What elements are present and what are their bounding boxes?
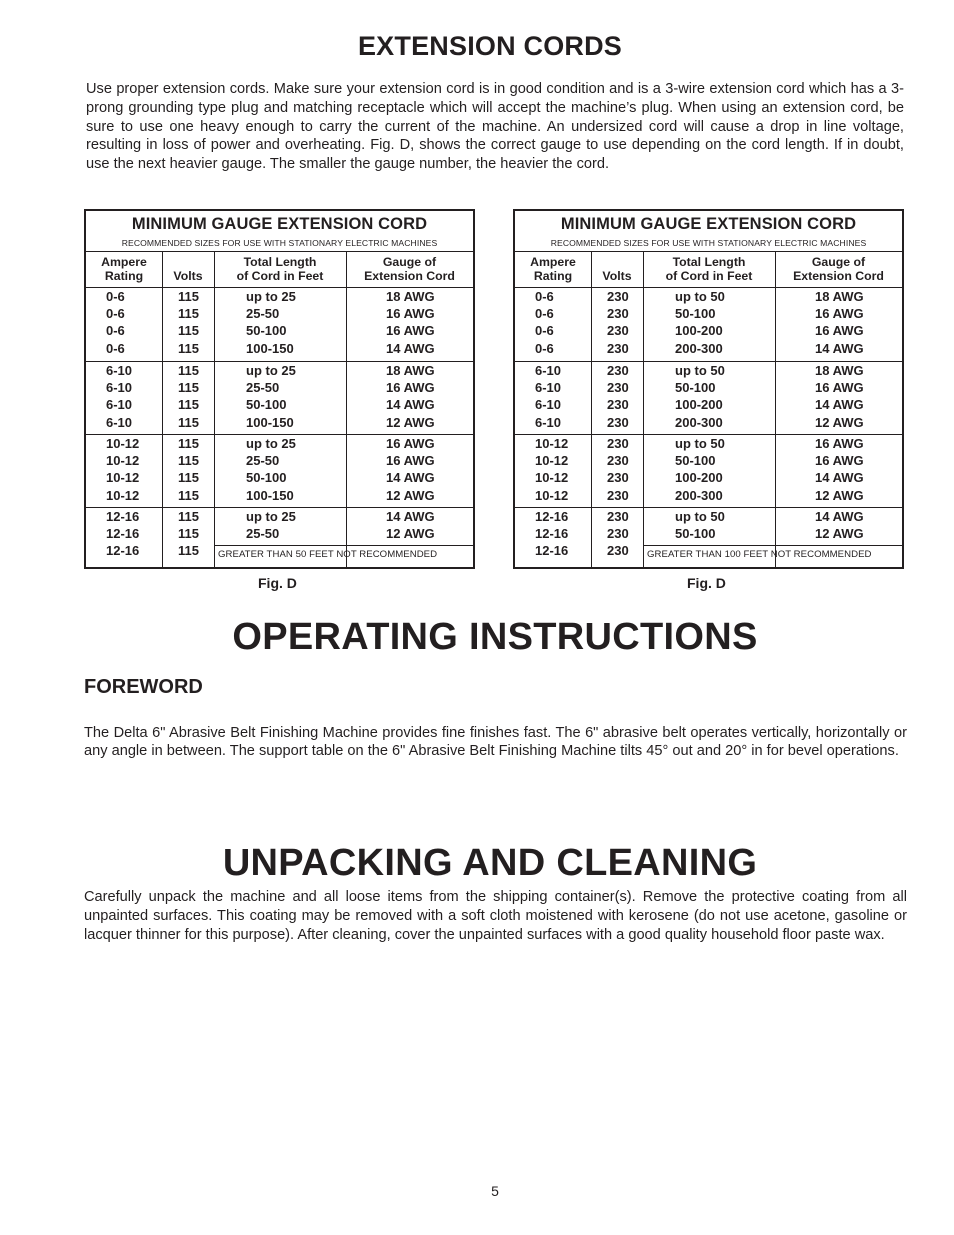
table-cell-length: up to 50 — [675, 289, 725, 304]
table-note: GREATER THAN 50 FEET NOT RECOMMENDED — [218, 549, 438, 560]
table-cell-length: 100-150 — [246, 487, 294, 503]
table-cell-length: 100-200 — [675, 323, 723, 339]
table-cell-volts: 230 — [607, 543, 629, 559]
table-cell-gauge: 14 AWG — [386, 509, 435, 524]
table-cell-ampere: 6-10 — [535, 414, 562, 430]
foreword-text: The Delta 6" Abrasive Belt Finishing Machine provides fine finishes fast. The 6" abrasive belt operates vertically, horizontally or any angle in between. The support table on the 6" Abrasive Belt Finishing Machine tilts 45° out and 20° in for bevel operations. — [84, 725, 907, 759]
table-cell-length: 50-100 — [246, 397, 287, 413]
table-cell-gauge: 16 AWG — [815, 453, 864, 469]
unpacking-text: Carefully unpack the machine and all loose items from the shipping container(s). Remove the protective coating from all unpainted surfaces. This coating may be removed with a soft cloth moistened with kerosene (do not use acetone, gasoline or lacquer thinner for this purpose). After cleaning, cover the unpainted surfaces with a good quality household floor paste wax. — [84, 889, 907, 943]
table-cell-length: 200-300 — [675, 340, 723, 356]
table-cell-ampere: 12-16 — [535, 543, 569, 559]
table-cell-length: 100-200 — [675, 470, 723, 486]
table-cell-gauge: 12 AWG — [386, 526, 435, 542]
extension-cords-intro: Use proper extension cords. Make sure your extension cord is in good condition and is a 3-wire extension cord which has a 3-prong grounding type plug and matching receptacle which will accept the machine’s plug. When using an extension cord, be sure to use one heavy enough to carry the current of the machine. An undersized cord will cause a drop in line voltage, resulting in loss of power and overheating. Fig. D, shows the correct gauge to use depending on the cord length. If in doubt, use the next heavier gauge. The smaller the gauge number, the heavier the cord. — [86, 81, 904, 173]
table-cell-ampere: 10-12 — [535, 453, 569, 469]
table-cell-gauge: 14 AWG — [386, 340, 435, 356]
table-cell-length: 200-300 — [675, 487, 723, 503]
table-cell-gauge: 14 AWG — [815, 470, 864, 486]
table-cell-ampere: 6-10 — [106, 397, 133, 413]
table-rule — [346, 251, 347, 567]
table-cell-gauge: 16 AWG — [386, 380, 435, 396]
table-cell-ampere: 0-6 — [535, 323, 554, 339]
table-cell-length: up to 25 — [246, 363, 296, 378]
table-cell-ampere: 12-16 — [535, 526, 569, 542]
table-cell-gauge: 12 AWG — [815, 414, 864, 430]
table-title: MINIMUM GAUGE EXTENSION CORD — [131, 215, 428, 233]
table-cell-ampere: 6-10 — [535, 363, 562, 378]
extension-cords-heading: EXTENSION CORDS — [357, 31, 623, 61]
table-cell-ampere: 6-10 — [535, 380, 562, 396]
table-cell-ampere: 0-6 — [535, 289, 554, 304]
table-rule — [643, 251, 644, 567]
table-subtitle: RECOMMENDED SIZES FOR USE WITH STATIONARY ELECTRIC MACHINES — [121, 238, 438, 248]
table-cell-gauge: 18 AWG — [386, 289, 435, 304]
table-cell-gauge: 14 AWG — [386, 397, 435, 413]
table-cell-volts: 230 — [607, 340, 629, 356]
table-cell-volts: 115 — [178, 380, 199, 396]
table-cell-ampere: 10-12 — [106, 436, 140, 451]
table-cell-ampere: 6-10 — [535, 397, 562, 413]
table-cell-gauge: 16 AWG — [815, 306, 864, 322]
table-cell-gauge: 14 AWG — [386, 470, 435, 486]
table-cell-ampere: 0-6 — [535, 306, 554, 322]
table-cell-ampere: 10-12 — [535, 436, 569, 451]
table-cell-length: 50-100 — [246, 470, 287, 486]
table-cell-ampere: 12-16 — [106, 509, 140, 524]
table-cell-gauge: 18 AWG — [386, 363, 435, 378]
table-cell-volts: 230 — [607, 526, 629, 542]
table-rule — [214, 545, 473, 546]
table-cell-volts: 115 — [178, 289, 199, 304]
table-cell-volts: 115 — [178, 414, 199, 430]
table-cell-volts: 115 — [178, 397, 199, 413]
table-cell-gauge: 16 AWG — [815, 323, 864, 339]
table-cell-volts: 115 — [178, 543, 199, 559]
table-cell-length: 50-100 — [675, 453, 716, 469]
table-cell-volts: 115 — [178, 487, 199, 503]
table-cell-volts: 230 — [607, 453, 629, 469]
table-cell-ampere: 0-6 — [106, 340, 125, 356]
table-cell-ampere: 12-16 — [535, 509, 569, 524]
table-cell-ampere: 12-16 — [106, 543, 140, 559]
table-cell-length: 50-100 — [675, 306, 716, 322]
table-cell-gauge: 16 AWG — [386, 306, 435, 322]
table-cell-length: 100-200 — [675, 397, 723, 413]
table-cell-gauge: 14 AWG — [815, 340, 864, 356]
table-cell-length: 25-50 — [246, 380, 280, 396]
column-header: Gauge of Extension Cord — [364, 255, 455, 283]
column-header: Ampere Rating — [101, 255, 147, 283]
table-cell-length: up to 25 — [246, 509, 296, 524]
table-cell-gauge: 16 AWG — [386, 436, 435, 451]
table-cell-volts: 230 — [607, 414, 629, 430]
column-header: Total Length of Cord in Feet — [665, 255, 753, 283]
table-cell-ampere: 10-12 — [106, 470, 140, 486]
table-cell-ampere: 0-6 — [106, 289, 125, 304]
table-cell-length: up to 50 — [675, 436, 725, 451]
operating-instructions-heading: OPERATING INSTRUCTIONS — [232, 616, 758, 658]
table-cell-volts: 115 — [178, 363, 199, 378]
table-cell-ampere: 6-10 — [106, 363, 133, 378]
table-cell-ampere: 10-12 — [106, 487, 140, 503]
figure-label: Fig. D — [687, 575, 726, 591]
table-cell-volts: 230 — [607, 397, 629, 413]
table-cell-volts: 230 — [607, 487, 629, 503]
column-header: Total Length of Cord in Feet — [236, 255, 324, 283]
table-cell-volts: 230 — [607, 306, 629, 322]
table-cell-gauge: 16 AWG — [815, 380, 864, 396]
table-cell-gauge: 12 AWG — [386, 414, 435, 430]
table-cell-gauge: 16 AWG — [386, 323, 435, 339]
table-cell-volts: 115 — [178, 436, 199, 451]
table-cell-volts: 230 — [607, 289, 629, 304]
column-header: Volts — [602, 269, 632, 283]
table-cell-volts: 230 — [607, 470, 629, 486]
table-cell-gauge: 18 AWG — [815, 289, 864, 304]
table-cell-gauge: 12 AWG — [815, 526, 864, 542]
table-rule — [643, 545, 902, 546]
table-cell-volts: 115 — [178, 470, 199, 486]
table-rule — [214, 251, 215, 567]
table-cell-gauge: 16 AWG — [386, 453, 435, 469]
table-cell-length: 25-50 — [246, 306, 280, 322]
column-header: Volts — [173, 269, 203, 283]
table-cell-length: 100-150 — [246, 414, 294, 430]
table-cell-gauge: 18 AWG — [815, 363, 864, 378]
table-cell-volts: 115 — [178, 526, 199, 542]
column-header: Ampere Rating — [530, 255, 576, 283]
table-cell-ampere: 0-6 — [106, 306, 125, 322]
gauge-table-115v — [84, 209, 475, 569]
table-cell-gauge: 12 AWG — [815, 487, 864, 503]
table-cell-length: 50-100 — [246, 323, 287, 339]
table-cell-length: up to 50 — [675, 363, 725, 378]
table-cell-gauge: 16 AWG — [815, 436, 864, 451]
table-cell-volts: 230 — [607, 380, 629, 396]
table-cell-length: 25-50 — [246, 453, 280, 469]
table-cell-ampere: 6-10 — [106, 380, 133, 396]
table-note: GREATER THAN 100 FEET NOT RECOMMENDED — [647, 549, 872, 560]
table-cell-length: up to 25 — [246, 436, 296, 451]
table-cell-ampere: 10-12 — [106, 453, 140, 469]
figure-label: Fig. D — [258, 575, 297, 591]
table-rule — [515, 251, 902, 252]
table-cell-gauge: 14 AWG — [815, 397, 864, 413]
table-cell-volts: 230 — [607, 509, 629, 524]
table-cell-ampere: 0-6 — [106, 323, 125, 339]
table-title: MINIMUM GAUGE EXTENSION CORD — [560, 215, 857, 233]
table-rule — [775, 251, 776, 567]
table-cell-length: 100-150 — [246, 340, 294, 356]
table-cell-ampere: 10-12 — [535, 470, 569, 486]
table-subtitle: RECOMMENDED SIZES FOR USE WITH STATIONARY ELECTRIC MACHINES — [550, 238, 867, 248]
table-cell-length: 50-100 — [675, 380, 716, 396]
table-cell-volts: 115 — [178, 306, 199, 322]
table-rule — [162, 251, 163, 567]
table-cell-ampere: 0-6 — [535, 340, 554, 356]
foreword-heading: FOREWORD — [84, 676, 203, 698]
column-header: Gauge of Extension Cord — [793, 255, 884, 283]
table-cell-gauge: 12 AWG — [386, 487, 435, 503]
table-cell-volts: 115 — [178, 340, 199, 356]
unpacking-heading: UNPACKING AND CLEANING — [222, 842, 758, 884]
table-cell-volts: 230 — [607, 323, 629, 339]
table-rule — [591, 251, 592, 567]
table-cell-length: 200-300 — [675, 414, 723, 430]
table-cell-length: up to 50 — [675, 509, 725, 524]
table-cell-volts: 230 — [607, 363, 629, 378]
table-rule — [86, 251, 473, 252]
table-cell-length: 50-100 — [675, 526, 716, 542]
table-cell-ampere: 6-10 — [106, 414, 133, 430]
table-cell-volts: 115 — [178, 509, 199, 524]
table-cell-ampere: 12-16 — [106, 526, 140, 542]
table-cell-length: up to 25 — [246, 289, 296, 304]
table-cell-volts: 230 — [607, 436, 629, 451]
table-cell-ampere: 10-12 — [535, 487, 569, 503]
table-cell-gauge: 14 AWG — [815, 509, 864, 524]
page-number: 5 — [491, 1183, 499, 1199]
table-cell-length: 25-50 — [246, 526, 280, 542]
gauge-table-230v — [513, 209, 904, 569]
table-cell-volts: 115 — [178, 323, 199, 339]
table-cell-volts: 115 — [178, 453, 199, 469]
